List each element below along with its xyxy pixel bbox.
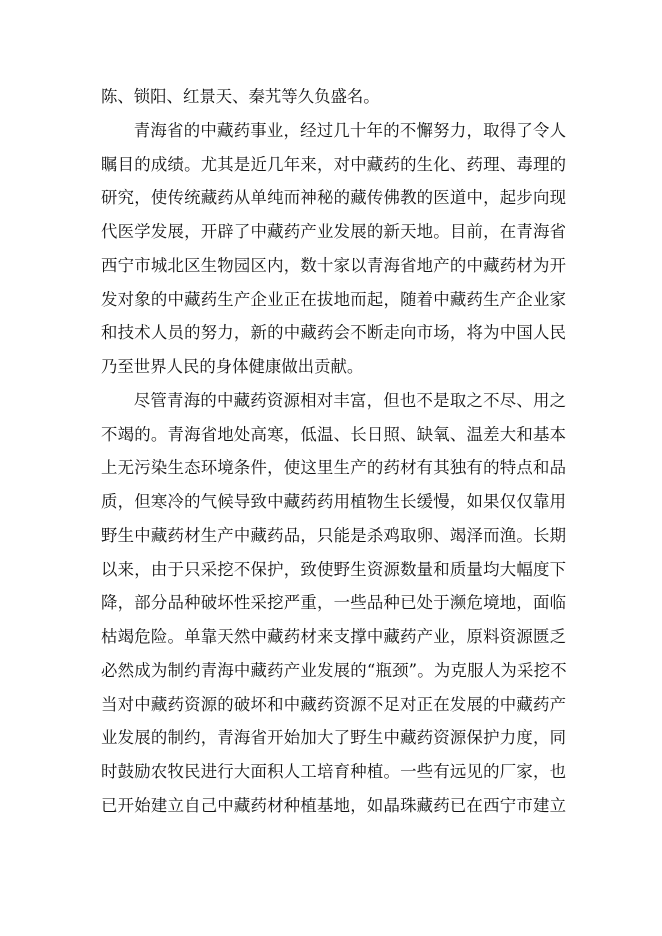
text-line: 发对象的中藏药生产企业正在拔地而起，随着中藏药生产企业家 [101,289,566,309]
text-line: 已开始建立自己中藏药材种植基地，如晶珠藏药已在西宁市建立 [101,795,566,815]
text-line: 当对中藏药资源的破坏和中藏药资源不足对正在发展的中藏药产 [101,694,566,714]
text-line: 上无污染生态环境条件，使这里生产的药材有其独有的特点和品 [101,458,566,478]
paragraph [101,384,566,823]
text-line: 和技术人员的努力，新的中藏药会不断走向市场，将为中国人民 [101,323,566,343]
text-line: 时鼓励农牧民进行大面积人工培育种植。一些有远见的厂家，也 [101,762,566,781]
paragraph [101,114,566,384]
paragraph-continued [101,80,566,114]
text-line: 瞩目的成绩。尤其是近几年来，对中藏药的生化、药理、毒理的 [101,154,566,174]
text-line: 西宁市城北区生物园区内，数十家以青海省地产的中藏药材为开 [101,255,566,275]
text-line: 研究，使传统藏药从单纯而神秘的藏传佛教的医道中，起步向现 [101,188,566,208]
text-line: 野生中藏药材生产中藏药品，只能是杀鸡取卵、竭泽而渔。长期 [101,525,566,545]
text-line: 枯竭危险。单靠天然中藏药材来支撑中藏药产业，原料资源匮乏 [101,627,566,646]
text-line: 代医学发展，开辟了中藏药产业发展的新天地。目前，在青海省 [101,222,566,241]
text-line: 必然成为制约青海中藏药产业发展的“瓶颈”。为克服人为采挖不 [101,660,566,680]
text-line: 陈、锁阳、红景天、秦艽等久负盛名。 [101,87,380,106]
text-line: 降，部分品种破坏性采挖严重，一些品种已处于濒危境地，面临 [101,593,566,613]
text-line: 乃至世界人民的身体健康做出贡献。 [101,357,364,376]
text-line: 不竭的。青海省地处高寒，低温、长日照、缺氧、温差大和基本 [101,424,566,444]
text-line: 以来，由于只采挖不保护，致使野生资源数量和质量均大幅度下 [101,559,566,579]
text-line: 业发展的制约，青海省开始加大了野生中藏药资源保护力度，同 [101,728,566,748]
body-text [101,80,566,823]
text-line: 质，但寒冷的气候导致中藏药药用植物生长缓慢，如果仅仅靠用 [101,492,566,511]
text-line: 青海省的中藏药事业，经过几十年的不懈努力，取得了令人 [133,120,566,140]
text-line: 尽管青海的中藏药资源相对丰富，但也不是取之不尽、用之 [133,390,566,410]
